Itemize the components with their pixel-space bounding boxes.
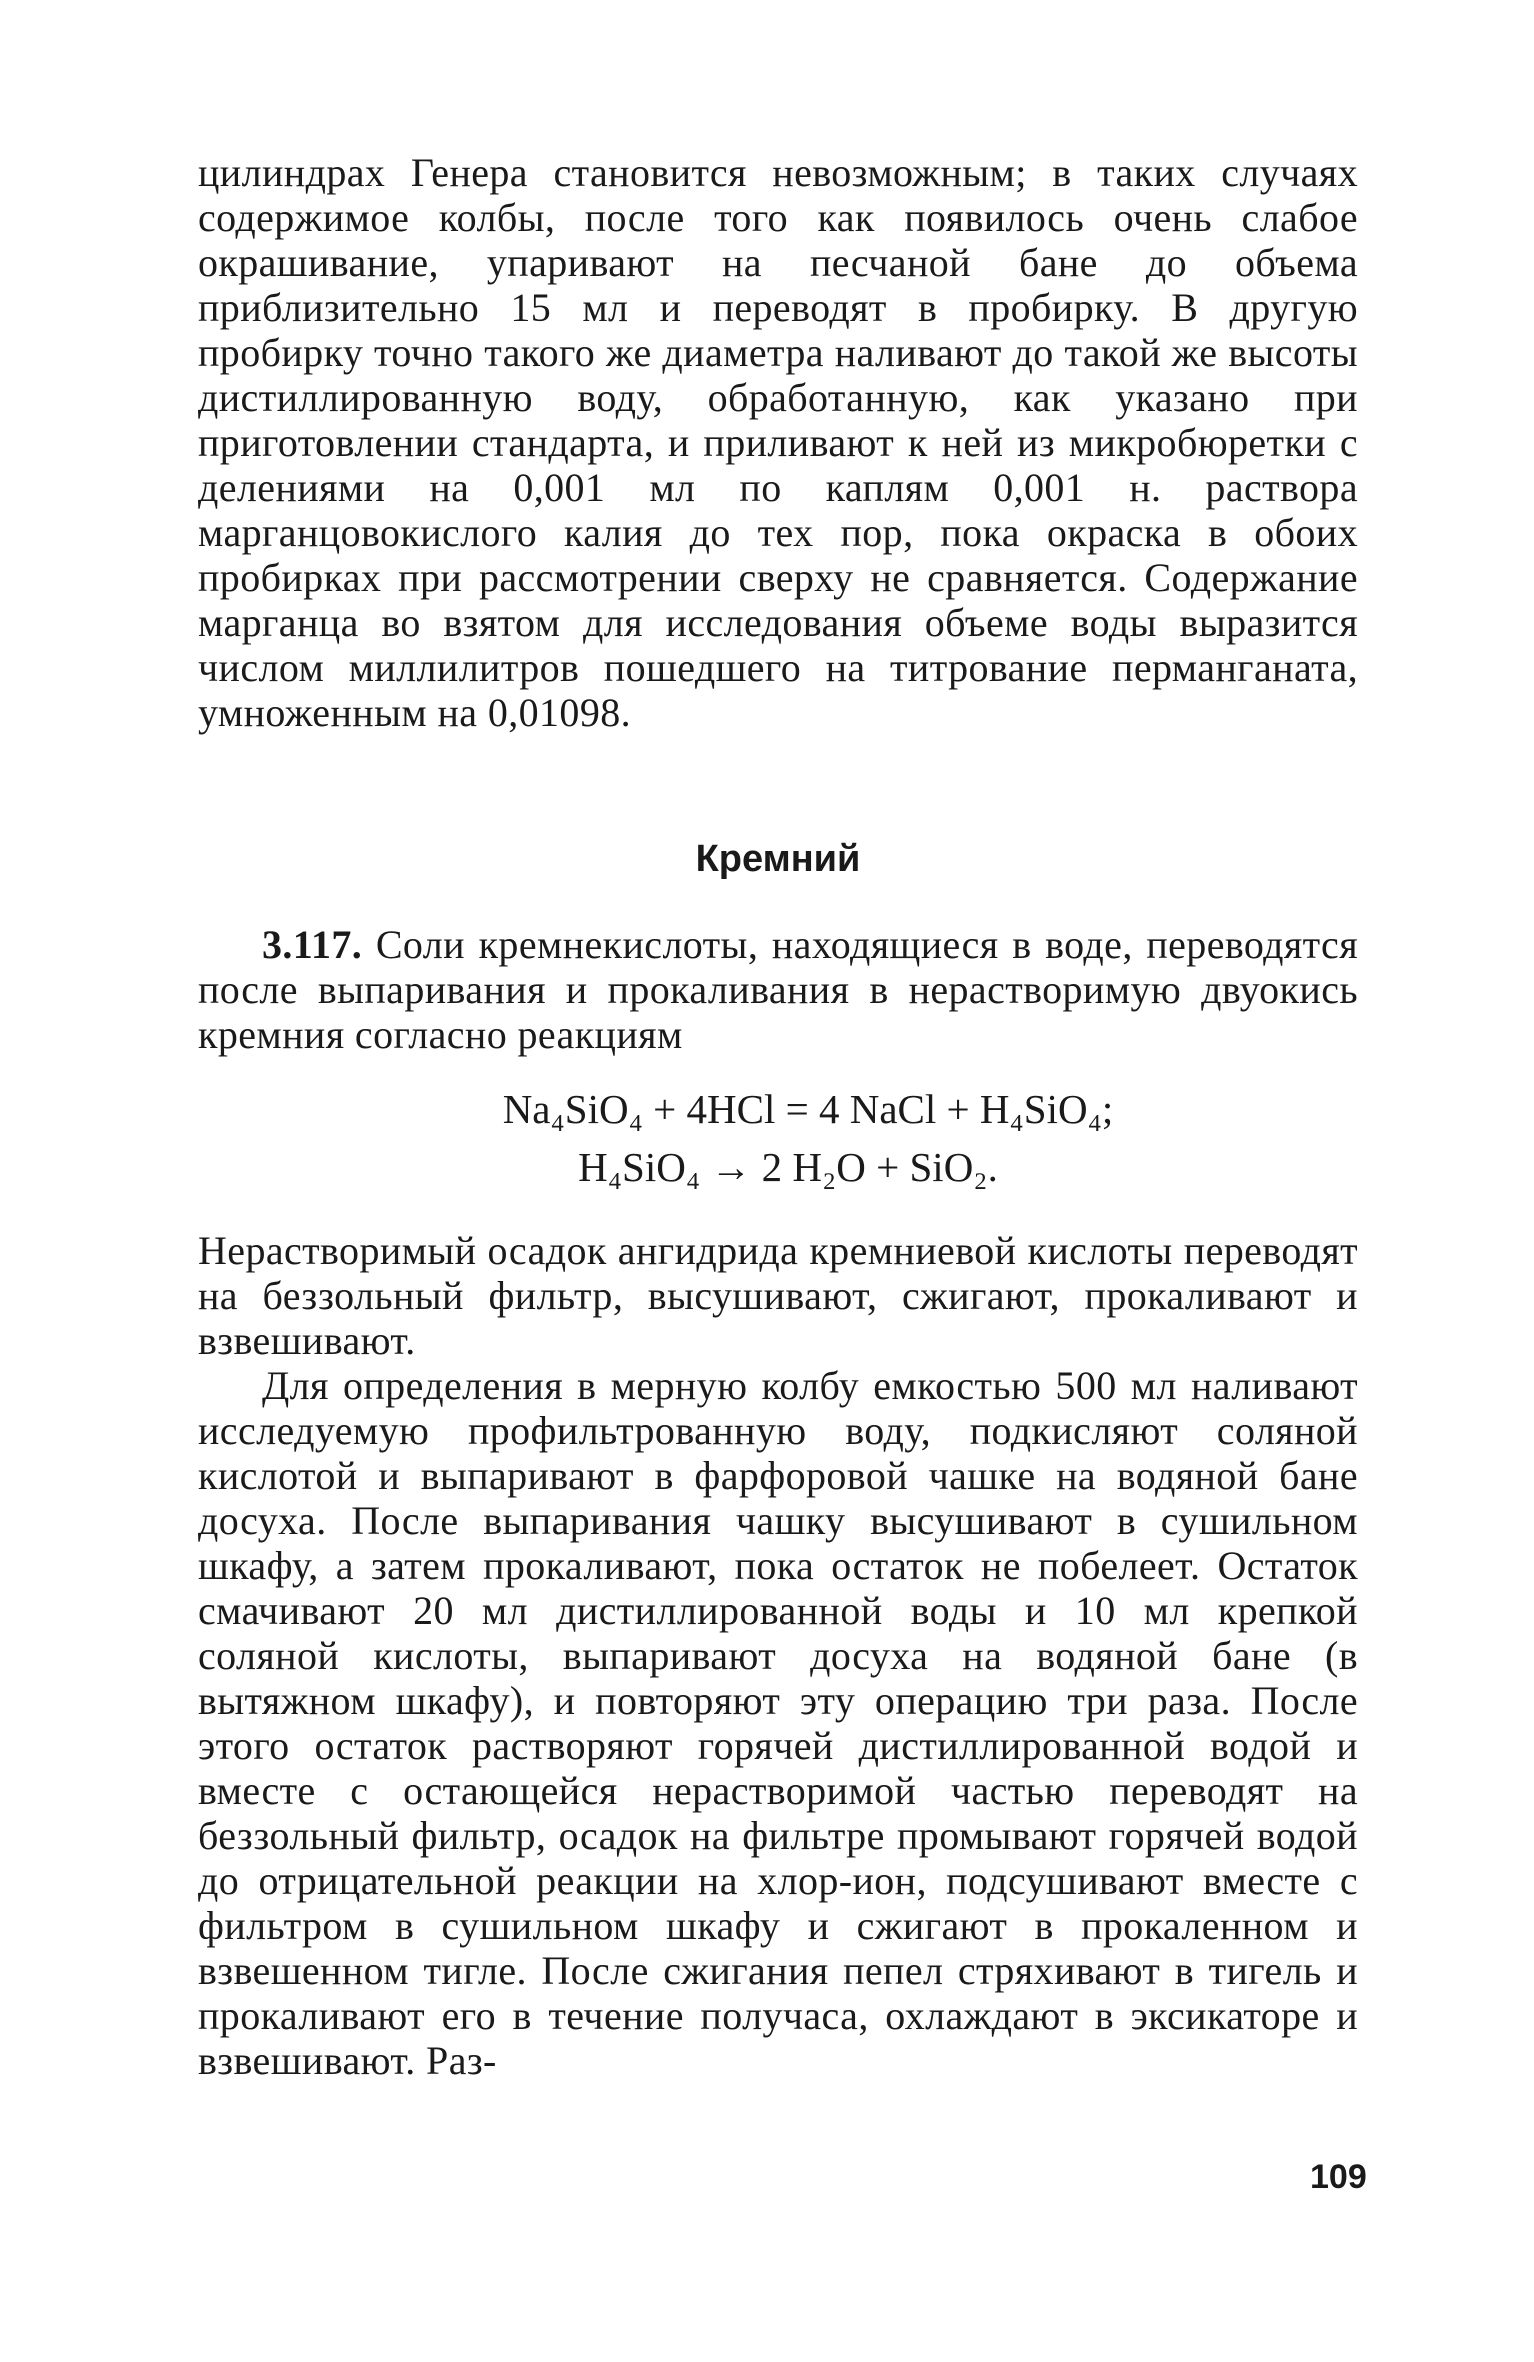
paragraph-top: цилиндрах Генера становится невозможным; в таких случаях содержимое колбы, после того как появилось очень слабое окрашивание, упаривают на песчаной бане до объема приблизительно 15 мл и переводят в пробирку. В другую пробирку точно такого же диаметра наливают до такой же высоты дистиллированную воду, обработанную, как указано при приготовлении стандарта, и приливают к ней из микробюретки с делениями на 0,001 мл по каплям 0,001 н. раствора марганцовокислого калия до тех пор, пока окраска в обоих пробирках при рассмотрении сверху не сравняется. Содержание марганца во взятом для исследования объеме воды выразится числом миллилитров пошедшего на титрование перманганата, умноженным на 0,01098. — [198, 150, 1358, 735]
paragraph-section — [198, 922, 1358, 1057]
equations-block — [198, 1080, 1358, 1196]
paragraph-after-equations: Нерастворимый осадок ангидрида кремниевой кислоты переводят на беззольный фильтр, высушивают, сжигают, прокаливают и взвешивают. — [198, 1228, 1358, 1363]
paragraph-procedure: Для определения в мерную колбу емкостью 500 мл наливают исследуемую профильтрованную воду, подкисляют соляной кислотой и выпаривают в фарфоровой чашке на водяной бане досуха. После выпаривания чашку высушивают в сушильном шкафу, а затем прокаливают, пока остаток не побелеет. Остаток смачивают 20 мл дистиллированной воды и 10 мл крепкой соляной кислоты, выпаривают досуха на водяной бане (в вытяжном шкафу), и повторяют эту операцию три раза. После этого остаток растворяют горячей дистиллированной водой и вместе с остающейся нерастворимой частью переводят на беззольный фильтр, осадок на фильтре промывают горячей водой до отрицательной реакции на хлор-ион, подсушивают вместе с фильтром в сушильном шкафу и сжигают в прокаленном и взвешенном тигле. После сжигания пепел стряхивают в тигель и прокаливают его в течение получаса, охлаждают в эксикаторе и взвешивают. Раз- — [198, 1363, 1358, 2083]
section-heading: Кремний — [695, 838, 861, 880]
section-number: 3.117. — [262, 922, 363, 967]
page-number: 109 — [1310, 2158, 1367, 2196]
paragraph-section-text: Соли кремнекислоты, находящиеся в воде, переводятся после выпаривания и прокаливания в нерастворимую двуокись кремния согласно реакциям — [198, 922, 1358, 1057]
equation-2: H₄SiO₄ → 2 H₂O + SiO₂. — [578, 1144, 998, 1190]
equation-1: Na₄SiO₄ + 4HCl = 4 NaCl + H₄SiO₄; — [502, 1086, 1114, 1132]
